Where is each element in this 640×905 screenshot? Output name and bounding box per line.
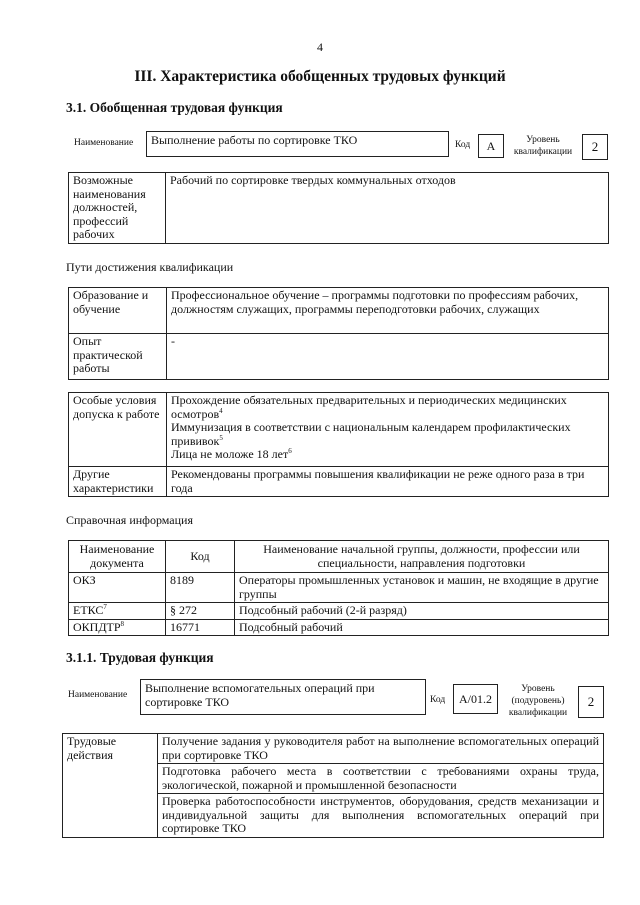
actions-label: Трудовые действия <box>63 734 158 838</box>
ref-name: Подсобный рабочий <box>235 619 609 636</box>
action-item: Получение задания у руководителя работ на выполнение вспомогательных операций при сортировке ТКО <box>158 734 604 764</box>
conditions-value <box>167 393 609 467</box>
ref-doc: ОКПДТР$^8$ <box>69 619 166 636</box>
ref-doc: ЕТКС$^7$ <box>69 603 166 620</box>
experience-value: - <box>167 334 609 380</box>
reference-table <box>68 540 609 636</box>
gtf-heading: 3.1. Обобщенная трудовая функция <box>66 100 283 115</box>
gtf-name-field: Выполнение работы по сортировке ТКО <box>146 131 449 157</box>
footnote-ref: 4 <box>219 406 223 415</box>
conditions-table <box>68 392 609 497</box>
ref-col-name: Наименование начальной группы, должности, профессии или специальности, направления подготовки <box>235 541 609 573</box>
gtf-code-field: А <box>478 134 504 158</box>
conditions-label: Особые условия допуска к работе <box>69 393 167 467</box>
action-item: Проверка работоспособности инструментов, оборудования, средств механизации и индивидуальной защиты для выполнения вспомогательных операций при сортировке ТКО <box>158 794 604 838</box>
footnote-ref: 8 <box>120 619 125 628</box>
gtf-level-label: Уровень квалификации <box>513 135 573 157</box>
ref-col-code: Код <box>166 541 235 573</box>
positions-label: Возможные наименования должностей, профессий рабочих <box>69 173 166 244</box>
footnote-ref: 6 <box>288 447 292 455</box>
ref-code: § 272 <box>166 603 235 620</box>
gtf-code-label: Код <box>455 140 471 150</box>
page-number: 4 <box>317 40 323 54</box>
reference-heading: Справочная информация <box>66 513 193 527</box>
education-label: Образование и обучение <box>69 288 167 334</box>
section-title: III. Характеристика обобщенных трудовых функций <box>134 68 506 85</box>
experience-label: Опыт практической работы <box>69 334 167 380</box>
tf-code-label: Код <box>430 695 446 705</box>
footnote-ref: 5 <box>219 433 223 442</box>
table-row <box>69 573 609 603</box>
tf-code-field: А/01.2 <box>453 684 498 714</box>
gtf-name-label: Наименование <box>74 138 134 148</box>
education-value: Профессиональное обучение – программы подготовки по профессиям рабочих, должностям служащих, программы переподготовки рабочих, служащих <box>167 288 609 334</box>
tf-heading: 3.1.1. Трудовая функция <box>66 650 214 665</box>
other-label: Другие характеристики <box>69 467 167 497</box>
ref-code: 16771 <box>166 619 235 636</box>
footnote-ref: 7 <box>103 603 107 611</box>
table-row <box>69 619 609 636</box>
education-table <box>68 287 609 380</box>
other-value: Рекомендованы программы повышения квалификации не реже одного раза в три года <box>167 467 609 497</box>
conditions-item-1: Прохождение обязательных предварительных и периодических медицинских осмотров$^4$ <box>171 393 567 421</box>
table-row <box>69 603 609 620</box>
ref-name: Операторы промышленных установок и машин, не входящие в другие группы <box>235 573 609 603</box>
conditions-item-2: Иммунизация в соответствии с национальным календарем профилактических прививок$^5$ <box>171 420 571 448</box>
ref-col-doc: Наименование документа <box>69 541 166 573</box>
conditions-item-3: Лица не моложе 18 лет$^6$ <box>171 447 292 461</box>
ref-code: 8189 <box>166 573 235 603</box>
tf-level-field: 2 <box>578 686 604 718</box>
ref-doc: ОКЗ <box>69 573 166 603</box>
positions-table <box>68 172 609 244</box>
gtf-level-field: 2 <box>582 134 608 160</box>
ref-name: Подсобный рабочий (2-й разряд) <box>235 603 609 620</box>
tf-level-label: Уровень (подуровень) квалификации <box>508 684 568 718</box>
action-item: Подготовка рабочего места в соответствии с требованиями охраны труда, экологической, пожарной и промышленной безопасности <box>158 764 604 794</box>
tf-name-field: Выполнение вспомогательных операций при сортировке ТКО <box>140 679 426 715</box>
paths-heading: Пути достижения квалификации <box>66 260 234 274</box>
positions-value: Рабочий по сортировке твердых коммунальных отходов <box>166 173 609 244</box>
actions-table <box>62 733 604 838</box>
tf-name-label: Наименование <box>68 690 128 700</box>
